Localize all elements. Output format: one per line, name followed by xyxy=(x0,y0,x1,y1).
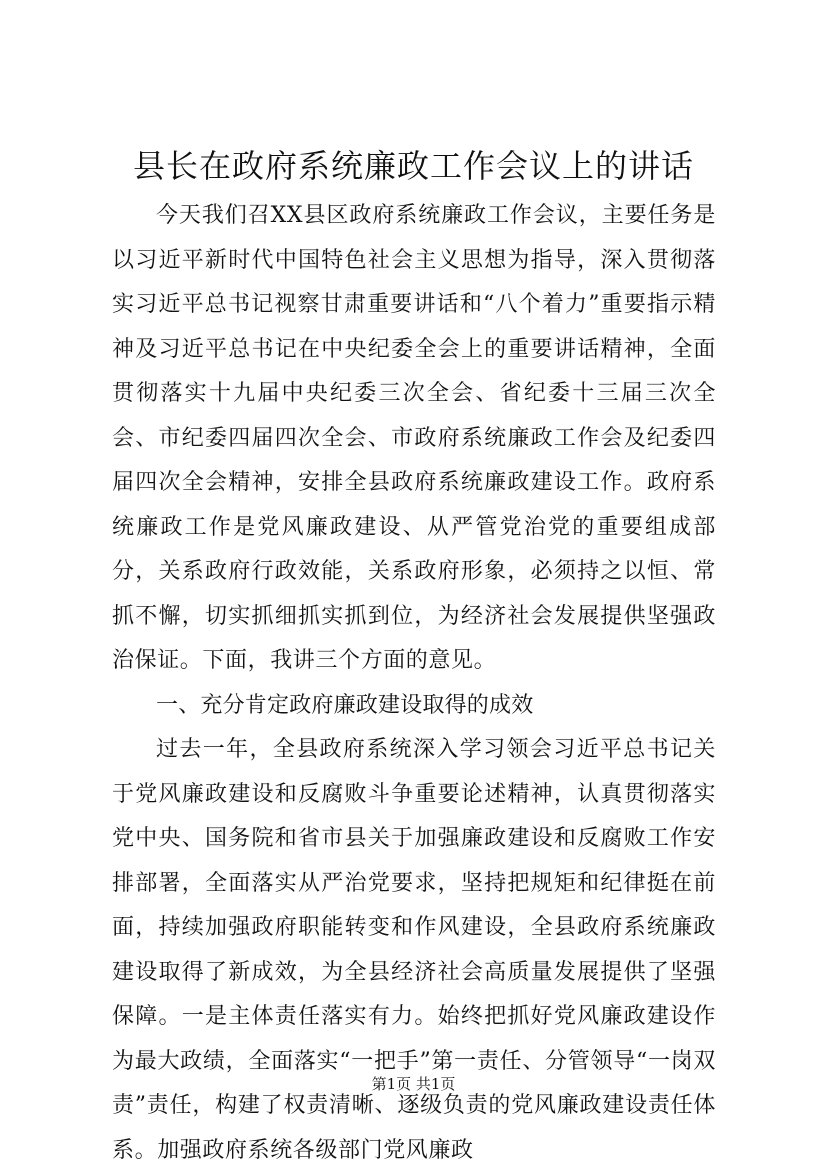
page-footer: 第1页 共1页 xyxy=(371,1075,456,1093)
paragraph-intro: 今天我们召XX县区政府系统廉政工作会议，主要任务是以习近平新时代中国特色社会主义思想为指导，深入贯彻落实习近平总书记视察甘肃重要讲话和“八个着力”重要指示精神及习近平总书记在中央纪委全会上的重要讲话精神，全面贯彻落实十九届中央纪委三次全会、省纪委十三届三次全会、市纪委四届四次全会、市政府系统廉政工作会及纪委四届四次全会精神，安排全县政府系统廉政建设工作。政府系统廉政工作是党风廉政建设、从严管党治党的重要组成部分，关系政府行政效能，关系政府形象，必须持之以恒、常抓不懈，切实抓细抓实抓到位，为经济社会发展提供坚强政治保证。下面，我讲三个方面的意见。 xyxy=(112,203,716,673)
document-body xyxy=(112,194,716,1173)
paragraph-achievements: 过去一年，全县政府系统深入学习领会习近平总书记关于党风廉政建设和反腐败斗争重要论述精神，认真贯彻落实党中央、国务院和省市县关于加强廉政建设和反腐败工作安排部署，全面落实从严治党要求，坚持把规矩和纪律挺在前面，持续加强政府职能转变和作风建设，全县政府系统廉政建设取得了新成效，为全县经济社会高质量发展提供了坚强保障。一是主体责任落实有力。始终把抓好党风廉政建设作为最大政绩，全面落实“一把手”第一责任、分管领导“一岗双责”责任，构建了权责清晰、逐级负责的党风廉政建设责任体系。加强政府系统各级部门党风廉政 xyxy=(112,737,716,1163)
document-title: 县长在政府系统廉政工作会议上的讲话 xyxy=(132,147,694,185)
section-heading-1: 一、充分肯定政府廉政建设取得的成效 xyxy=(156,692,534,718)
